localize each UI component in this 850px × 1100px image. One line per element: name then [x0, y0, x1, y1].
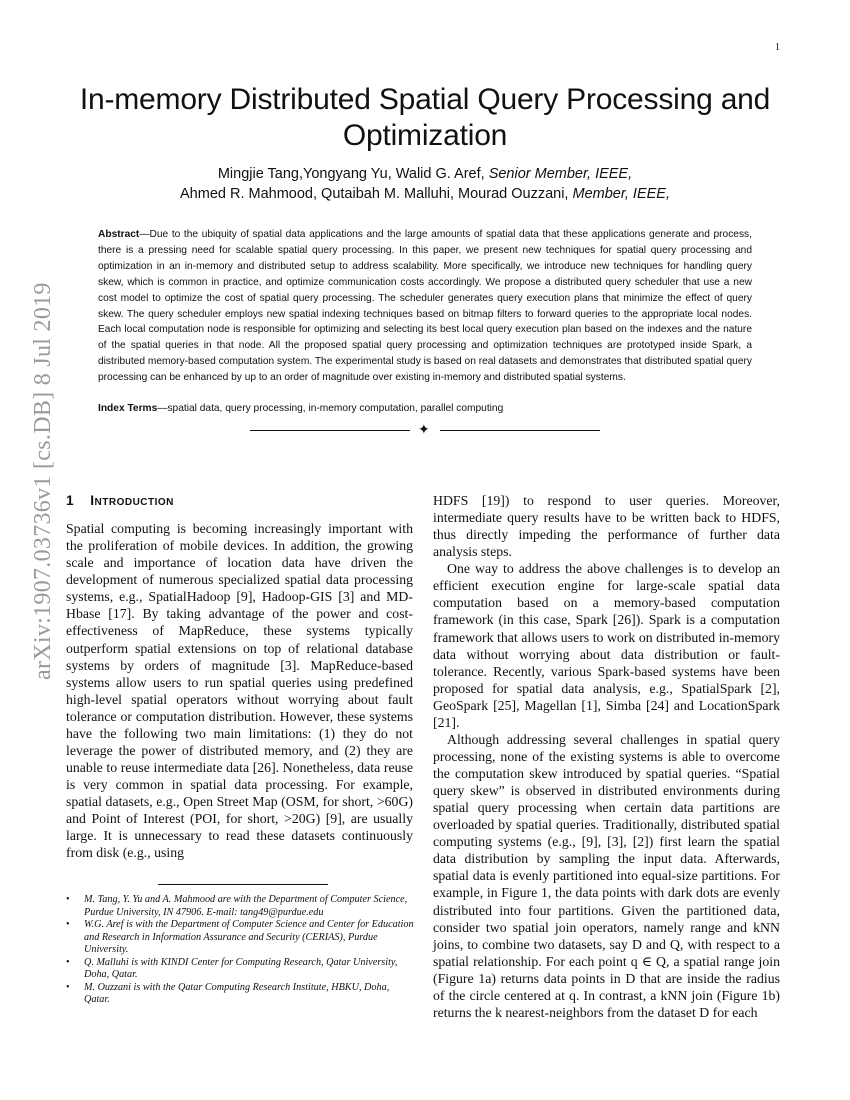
- author-line-2: [60, 184, 790, 204]
- footnote-item: [66, 894, 416, 919]
- abstract-text: —Due to the ubiquity of spatial data applications and the large amounts of spatial data that these applications generate and process, there is a pressing need for scalable spatial query processing. In this paper, we present new techniques for spatial query processing and optimization in an in-memory and distributed setup to address scalability. More specifically, we introduce new techniques for handling query skew, which is common in practice, and optimize communication costs accordingly. We propose a distributed query scheduler that use a new cost model to optimize the cost of spatial query processing. The scheduler generates query execution plans that minimize the effect of query skew. The query scheduler employs new spatial indexing techniques based on bitmap filters to forward queries to the appropriate local nodes. Each local computation node is responsible for optimizing and selecting its best local query execution plan based on the indexes and the nature of the spatial queries in that node. All the proposed spatial query processing and optimization techniques are prototyped inside Spark, a distributed memory-based computation system. The experimental study is based on real datasets and demonstrates that distributed spatial query processing can be enhanced by up to an order of magnitude over existing in-memory and distributed spatial systems.: [98, 229, 752, 384]
- footnote-text: Q. Malluhi is with KINDI Center for Computing Research, Qatar University, Doha, Qatar.: [84, 956, 398, 980]
- footnote-item: [66, 957, 416, 982]
- abstract-label: Abstract: [98, 229, 140, 240]
- arxiv-identifier-stamp: arXiv:1907.03736v1 [cs.DB] 8 Jul 2019: [30, 282, 56, 680]
- footnote-item: [66, 982, 416, 1007]
- section-heading: [66, 492, 413, 509]
- footnotes: [66, 894, 416, 1007]
- author-role-1: Senior Member, IEEE,: [488, 166, 633, 182]
- author-names-2: Ahmed R. Mahmood, Qutaibah M. Malluhi, Mourad Ouzzani,: [180, 186, 573, 202]
- bullet-icon: •: [66, 956, 70, 968]
- section-divider: [250, 423, 600, 439]
- footnote-item: [66, 919, 416, 957]
- footnote-text: W.G. Aref is with the Department of Computer Science and Center for Education and Research in Information Assurance and Security (CERIAS), Purdue University.: [84, 919, 414, 955]
- section-title: Introduction: [90, 493, 174, 508]
- index-terms: [98, 402, 752, 416]
- intro-paragraph-1: Spatial computing is becoming increasingly important with the proliferation of mobile devices. In addition, the growing scale and importance of location data have driven the development of numerous specialized spatial data processing systems, e.g., SpatialHadoop [9], Hadoop-GIS [3] and MD-Hbase [17]. By taking advantage of the power and cost-effectiveness of MapReduce, these systems typically outperform spatial extensions on top of relational database systems by orders of magnitude [3]. MapReduce-based systems allow users to run spatial queries using predefined high-level spatial operators without worrying about fault tolerance or computation distribution. However, these systems have the following two main limitations: (1) they do not leverage the power of distributed memory, and (2) they are unable to reuse intermediate data [26]. Nonetheless, data reuse is very common in spatial data processing. For example, spatial datasets, e.g., Open Street Map (OSM, for short, >60G) and Point of Interest (POI, for short, >20G) [9], are usually large. It is unnecessary to read these datasets continuously from disk (e.g., using: [66, 521, 413, 861]
- left-column: [66, 492, 413, 861]
- bullet-icon: •: [66, 981, 70, 993]
- bullet-icon: •: [66, 919, 70, 930]
- footnote-text: M. Tang, Y. Yu and A. Mahmood are with the Department of Computer Science, Purdue University, IN 47906. E-mail: tang49@purdue.edu: [84, 894, 408, 918]
- divider-line-right: [440, 430, 600, 431]
- index-terms-label: Index Terms: [98, 403, 158, 414]
- intro-paragraph-3: Although addressing several challenges in spatial query processing, none of the existing systems is able to overcome the computation skew introduced by spatial queries. “Spatial query skew” is observed in distributed environments during spatial query processing when certain data partitions are overloaded by spatial queries. Traditionally, distributed spatial computing systems (e.g., [9], [3], [2]) first learn the spatial data distribution by sampling the input data. Afterwards, spatial data is evenly partitioned into equal-size partitions. For example, in Figure 1, the data points with dark dots are evenly distributed into four partitions. Given the partitioned data, consider two spatial join operators, namely range and kNN joins, to combine two datasets, say D and Q, with respect to a spatial relationship. For each point q ∈ Q, a spatial range join (Figure 1a) returns data points in D that are inside the radius of the circle centered at q. In contrast, a kNN join (Figure 1b) returns the k nearest-neighbors from the dataset D for each: [433, 731, 780, 1020]
- author-line-1: [60, 164, 790, 184]
- index-terms-text: —spatial data, query processing, in-memory computation, parallel computing: [157, 403, 504, 414]
- intro-paragraph-continued: HDFS [19]) to respond to user queries. Moreover, intermediate query results have to be written back to HDFS, thus directly impeding the performance of further data analysis steps.: [433, 493, 780, 560]
- footnote-text: M. Ouzzani is with the Qatar Computing Research Institute, HBKU, Doha, Qatar.: [84, 981, 390, 1005]
- section-number: 1: [66, 493, 75, 508]
- author-names-1: Mingjie Tang,Yongyang Yu, Walid G. Aref,: [217, 166, 489, 182]
- intro-paragraph-2: One way to address the above challenges is to develop an efficient execution engine for large-scale spatial data computation based on a memory-based computation framework (in this case, Spark [26]). Spark is a computation framework that allows users to work on distributed in-memory data without worrying about data distribution or fault-tolerance. Recently, various Spark-based systems have been proposed for spatial data analysis, e.g., SpatialSpark [2], GeoSpark [25], Magellan [1], Simba [24] and LocationSpark [21].: [433, 561, 780, 730]
- author-role-2: Member, IEEE,: [572, 186, 670, 202]
- page-number: 1: [775, 42, 780, 53]
- bullet-icon: •: [66, 894, 70, 905]
- paper-title: In-memory Distributed Spatial Query Processing and Optimization: [79, 83, 771, 152]
- right-column: [433, 492, 780, 1021]
- abstract: [98, 227, 752, 386]
- divider-diamond-icon: ✦: [418, 423, 430, 438]
- footnote-rule: [158, 884, 328, 885]
- title-block: [60, 82, 790, 204]
- author-list: [60, 164, 790, 204]
- divider-line-left: [250, 430, 410, 431]
